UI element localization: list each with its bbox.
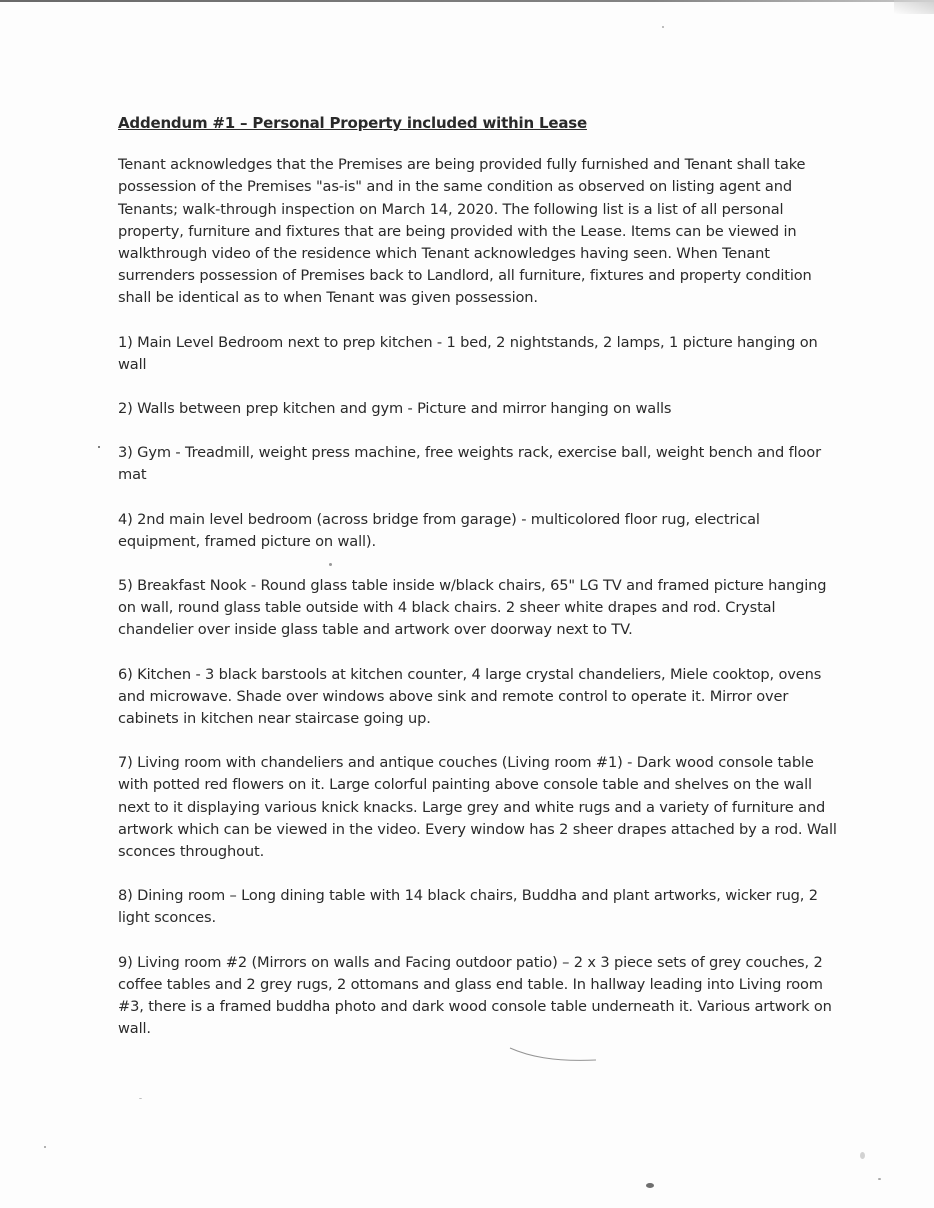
scan-speck xyxy=(44,1146,46,1148)
list-item: 3) Gym - Treadmill, weight press machine, free weights rack, exercise ball, weight bench and floor mat xyxy=(118,444,821,484)
list-item: 2) Walls between prep kitchen and gym - Picture and mirror hanging on walls xyxy=(118,400,672,418)
list-item: 7) Living room with chandeliers and antique couches (Living room #1) - Dark wood console table with potted red flowers on it. Large colorful painting above console table and shelves on the wall next to it displaying various knick knacks. Large grey and white rugs and a variety of furniture and artwork which can be viewed in the video. Every window has 2 sheer drapes attached by a rod. Wall sconces throughout. xyxy=(118,754,837,861)
list-item: 4) 2nd main level bedroom (across bridge from garage) - multicolored floor rug, electrical equipment, framed picture on wall). xyxy=(118,510,760,550)
scan-speck xyxy=(646,1183,654,1188)
addendum-title: Addendum #1 – Personal Property included within Lease xyxy=(118,114,587,132)
list-item: 9) Living room #2 (Mirrors on walls and Facing outdoor patio) – 2 x 3 piece sets of grey couches, 2 coffee tables and 2 grey rugs, 2 ottomans and glass end table. In hallway leading into Living room #3, there is a framed buddha photo and dark wood console table underneath it. Various artwork on wall. xyxy=(118,953,832,1038)
intro-paragraph: Tenant acknowledges that the Premises are being provided fully furnished and Tenant shall take possession of the Premises "as-is" and in the same condition as observed on listing agent and Tenants; walk-through inspection on March 14, 2020. The following list is a list of all personal property, furniture and fixtures that are being provided with the Lease. Items can be viewed in walkthrough video of the residence which Tenant acknowledges having seen. When Tenant surrenders possession of Premises back to Landlord, all furniture, fixtures and property condition shall be identical as to when Tenant was given possession. xyxy=(118,156,812,307)
document-body xyxy=(118,112,838,1063)
scan-speck xyxy=(878,1178,881,1180)
scan-speck xyxy=(329,563,332,566)
list-item: 5) Breakfast Nook - Round glass table inside w/black chairs, 65" LG TV and framed picture hanging on wall, round glass table outside with 4 black chairs. 2 sheer white drapes and rod. Crystal chandelier over inside glass table and artwork over doorway next to TV. xyxy=(118,577,827,639)
pen-mark xyxy=(508,1046,598,1068)
scan-corner-shadow xyxy=(894,0,934,14)
list-item: 8) Dining room – Long dining table with 14 black chairs, Buddha and plant artworks, wicker rug, 2 light sconces. xyxy=(118,887,818,927)
list-item: 6) Kitchen - 3 black barstools at kitchen counter, 4 large crystal chandeliers, Miele cooktop, ovens and microwave. Shade over windows above sink and remote control to operate it. Mirror over cabinets in kitchen near staircase going up. xyxy=(118,665,822,728)
scan-speck xyxy=(98,446,100,448)
scan-speck xyxy=(662,26,664,28)
list-item: 1) Main Level Bedroom next to prep kitchen - 1 bed, 2 nightstands, 2 lamps, 1 picture hanging on wall xyxy=(118,333,818,373)
scan-speck xyxy=(860,1152,865,1159)
scan-top-edge xyxy=(0,0,934,2)
scan-speck xyxy=(139,1098,142,1099)
